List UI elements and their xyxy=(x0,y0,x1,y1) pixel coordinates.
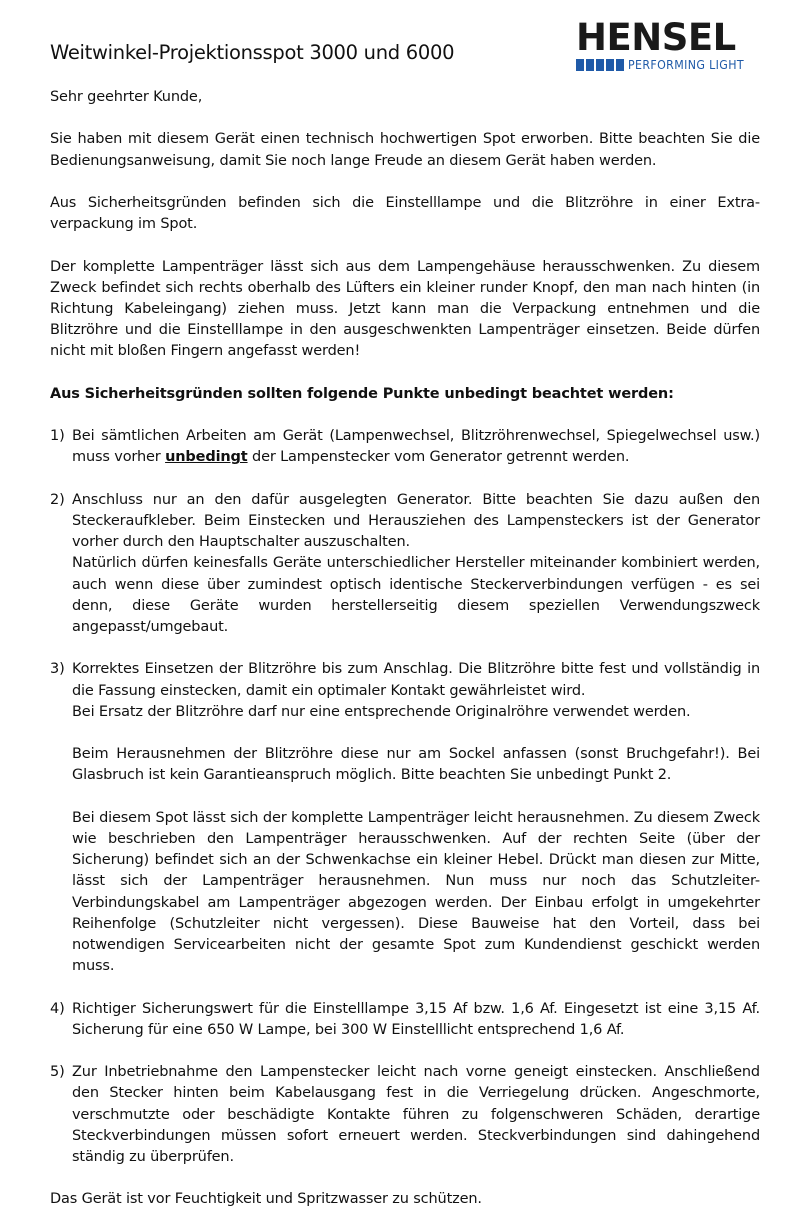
document-body xyxy=(50,87,760,1232)
list-item-text: Richtiger Sicherungswert für die Einstelllampe 3,15 Af bzw. 1,6 Af. Eingesetzt ist eine 3,15 Af. Sicherung für eine 650 W Lampe, bei 300 W Einstelllicht entsprechend 1,6 Af. xyxy=(72,1000,760,1038)
list-item-text: Bei diesem Spot lässt sich der komplette Lampenträger leicht herausnehmen. Zu diesem Zweck wie beschrieben den Lampenträger herausschwenken. Auf der rechten Seite (über der Sicherung) befindet sich an der Schwenkachse ein kleiner Hebel. Drückt man diesen zur Mitte, lässt sich der Lampenträger herausnehmen. Nun muss nur noch das Schutzleiter-Verbindungskabel am Lampenträger abgezogen werden. Der Einbau erfolgt in umgekehrter Reihenfolge (Schutzleiter nicht vergessen). Diese Bauweise hat den Vorteil, dass bei notwendigen Servicearbeiten nicht der gesamte Spot zum Kundendienst geschickt werden muss. xyxy=(72,809,760,975)
intro-paragraph: Sie haben mit diesem Gerät einen technisch hochwertigen Spot erworben. Bitte beachten Sie die Bedienungsanweisung, damit Sie noch lange Freude an diesem Gerät haben werden. xyxy=(50,131,760,169)
list-item-text: Anschluss nur an den dafür ausgelegten Generator. Bitte beachten Sie dazu außen den Steckeraufkleber. Beim Einstecken und Herausziehen des Lampensteckers ist der Generator vorher durch den Hauptschalter auszuschalten. xyxy=(72,491,760,551)
greeting: Sehr geehrter Kunde, xyxy=(50,89,203,105)
document-title: Weitwinkel-Projektionsspot 3000 und 6000 xyxy=(50,41,455,64)
list-number: 5) xyxy=(50,1064,65,1081)
list-number: 3) xyxy=(50,661,65,678)
logo-blocks-icon xyxy=(576,59,624,71)
logo-wordmark: HENSEL xyxy=(576,16,736,59)
list-number: 1) xyxy=(50,428,65,445)
list-item-5 xyxy=(50,1062,760,1168)
list-item-text: Bei Ersatz der Blitzröhre darf nur eine entsprechende Originalröhre verwendet werden. xyxy=(72,703,691,720)
list-number: 2) xyxy=(50,491,65,508)
list-item-text: Korrektes Einsetzen der Blitzröhre bis zum Anschlag. Die Blitzröhre bitte fest und vollständig in die Fassung einstecken, damit ein optimaler Kontakt gewährleistet wird. xyxy=(72,661,760,699)
hensel-logo xyxy=(576,16,760,72)
logo-tagline: PERFORMING LIGHT xyxy=(628,58,745,72)
list-item-2 xyxy=(50,490,760,638)
emphasis-unbedingt: unbedingt xyxy=(165,449,248,466)
closing-paragraph: Das Gerät ist vor Feuchtigkeit und Spritzwasser zu schützen. xyxy=(50,1191,482,1208)
list-item-text: Beim Herausnehmen der Blitzröhre diese nur am Sockel anfassen (sonst Bruchgefahr!). Bei Glasbruch ist kein Garantieanspruch möglich. Bitte beachten Sie unbedingt Punkt 2. xyxy=(72,746,760,784)
list-item-text: Bei sämtlichen Arbeiten am Gerät (Lampenwechsel, Blitzröhrenwechsel, Spiegelwechsel usw.) muss vorher unbedingt der Lampenstecker vom Generator getrennt werden. xyxy=(72,428,760,466)
safety-heading: Aus Sicherheitsgründen sollten folgende Punkte unbedingt beachtet werden: xyxy=(50,385,674,402)
list-item-1 xyxy=(50,426,760,468)
list-item-4 xyxy=(50,999,760,1041)
lamp-carrier-paragraph: Der komplette Lampenträger lässt sich aus dem Lampengehäuse herausschwenken. Zu diesem Zweck befindet sich rechts oberhalb des Lüfters ein kleiner runder Knopf, den man nach hinten (in Richtung Kabeleingang) ziehen muss. Jetzt kann man die Verpackung entnehmen und die Blitzröhre und die Einstelllampe in den ausgeschwenkten Lampenträger einsetzen. Beide dürfen nicht mit bloßen Fingern angefasst werden! xyxy=(50,258,760,360)
list-item-3 xyxy=(50,659,760,977)
logo-subline xyxy=(576,58,760,72)
list-item-text: Natürlich dürfen keinesfalls Geräte unterschiedlicher Hersteller miteinander kombiniert werden, auch wenn diese über zumindest optisch identische Steckerverbindungen verfügen - es sei denn, diese Geräte wurden herstellerseitig diesem speziellen Verwendungszweck angepasst/umgebaut. xyxy=(72,555,760,635)
packaging-paragraph: Aus Sicherheitsgründen befinden sich die Einstelllampe und die Blitzröhre in einer Extra-verpackung im Spot. xyxy=(50,194,760,233)
list-number: 4) xyxy=(50,1000,65,1017)
list-item-text: Zur Inbetriebnahme den Lampenstecker leicht nach vorne geneigt einstecken. Anschließend den Stecker hinten beim Kabelausgang fest in die Verriegelung drücken. Angeschmorte, verschmutzte oder beschädigte Kontakte führen zu folgenschweren Schäden, derartige Steckverbindungen müssen sofort erneuert werden. Steckverbindungen sind dahingehend ständig zu überprüfen. xyxy=(72,1064,760,1165)
